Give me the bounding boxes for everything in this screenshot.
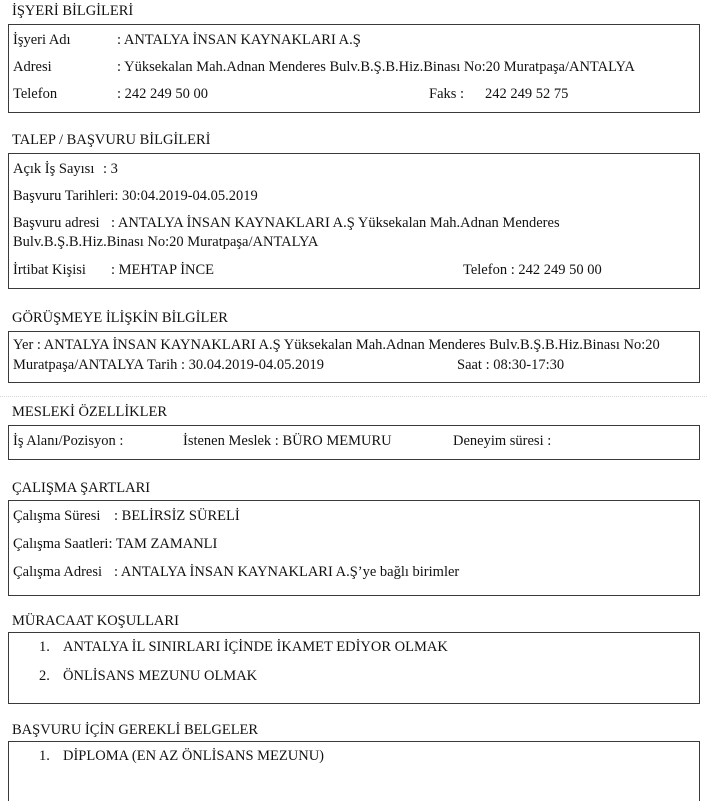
talep-open-jobs-row — [13, 161, 118, 178]
profession-text: İstenen Meslek : BÜRO MEMURU — [183, 433, 392, 449]
gorusme-place-tail: Muratpaşa/ANTALYA — [13, 357, 145, 373]
muracaat-list-item — [39, 668, 257, 685]
hours-value: : TAM ZAMANLI — [108, 536, 218, 552]
calisma-duration-row — [13, 508, 240, 525]
section-title-belgeler: BAŞVURU İÇİN GEREKLİ BELGELER — [12, 722, 259, 738]
isyeri-name-value: : ANTALYA İNSAN KAYNAKLARI A.Ş — [117, 32, 361, 48]
isyeri-box — [8, 24, 700, 113]
section-title-isyeri: İŞYERİ BİLGİLERİ — [12, 3, 134, 19]
isyeri-address-value: : Yüksekalan Mah.Adnan Menderes Bulv.B.Ş.B.Hiz.Binası No:20 Muratpaşa/ANTALYA — [117, 59, 635, 75]
talep-address-value-line1: : ANTALYA İNSAN KAYNAKLARI A.Ş Yüksekalan Mah.Adnan Menderes — [111, 215, 560, 231]
isyeri-phone-row — [13, 86, 568, 103]
gorusme-line2 — [13, 357, 564, 374]
contact-phone: Telefon : 242 249 50 00 — [463, 262, 602, 278]
dates-label: Başvuru Tarihleri — [13, 188, 115, 204]
mesleki-box — [8, 425, 700, 460]
isyeri-address-row — [13, 59, 635, 76]
isyeri-name-row — [13, 32, 361, 49]
isyeri-fax-label: Faks : — [429, 86, 465, 102]
duration-label: Çalışma Süresi — [13, 508, 101, 524]
isyeri-phone-value: : 242 249 50 00 — [117, 86, 209, 102]
list-item-number: 1. — [39, 748, 50, 764]
talep-address-row-2 — [13, 234, 318, 251]
list-item-number: 1. — [39, 639, 50, 655]
calisma-box — [8, 500, 700, 596]
gorusme-box — [8, 331, 700, 383]
talep-box — [8, 153, 700, 289]
section-title-talep: TALEP / BAŞVURU BİLGİLERİ — [12, 132, 211, 148]
contact-label: İrtibat Kişisi — [13, 262, 86, 278]
calisma-address-value: : ANTALYA İNSAN KAYNAKLARI A.Ş’ye bağlı birimler — [114, 564, 460, 580]
open-jobs-value: : 3 — [103, 161, 118, 177]
experience-text: Deneyim süresi : — [453, 433, 552, 449]
contact-value: : MEHTAP İNCE — [111, 262, 215, 278]
hours-label: Çalışma Saatleri — [13, 536, 109, 552]
isyeri-fax-value: 242 249 52 75 — [485, 86, 569, 102]
section-title-calisma: ÇALIŞMA ŞARTLARI — [12, 480, 151, 496]
list-item-text: DİPLOMA (EN AZ ÖNLİSANS MEZUNU) — [63, 748, 324, 764]
section-title-mesleki: MESLEKİ ÖZELLİKLER — [12, 404, 168, 420]
belgeler-box — [8, 741, 700, 801]
isyeri-name-label: İşyeri Adı — [13, 32, 71, 48]
open-jobs-label: Açık İş Sayısı — [13, 161, 95, 177]
dates-value: : 30:04.2019-04.05.2019 — [114, 188, 258, 204]
section-title-muracaat: MÜRACAAT KOŞULLARI — [12, 613, 179, 629]
section-title-gorusme: GÖRÜŞMEYE İLİŞKİN BİLGİLER — [12, 310, 228, 326]
belgeler-list-item — [39, 748, 324, 765]
talep-dates-row — [13, 188, 258, 205]
calisma-hours-row — [13, 536, 217, 553]
gorusme-time: Saat : 08:30-17:30 — [457, 357, 565, 373]
muracaat-box — [8, 632, 700, 704]
list-item-number: 2. — [39, 668, 50, 684]
gorusme-date: Tarih : 30.04.2019-04.05.2019 — [147, 357, 324, 373]
gorusme-line1: Yer : ANTALYA İNSAN KAYNAKLARI A.Ş Yüksekalan Mah.Adnan Menderes Bulv.B.Ş.B.Hiz.Binası No:20 — [13, 337, 660, 353]
talep-address-row — [13, 215, 560, 232]
duration-value: : BELİRSİZ SÜRELİ — [114, 508, 240, 524]
position-label: İş Alanı/Pozisyon : — [13, 433, 124, 449]
talep-address-value-line2: Bulv.B.Ş.B.Hiz.Binası No:20 Muratpaşa/ANTALYA — [13, 234, 319, 250]
calisma-address-label: Çalışma Adresi — [13, 564, 103, 580]
isyeri-address-label: Adresi — [13, 59, 52, 75]
list-item-text: ANTALYA İL SINIRLARI İÇİNDE İKAMET EDİYOR OLMAK — [63, 639, 448, 655]
isyeri-phone-label: Telefon — [13, 86, 58, 102]
calisma-address-row — [13, 564, 459, 581]
list-item-text: ÖNLİSANS MEZUNU OLMAK — [63, 668, 258, 684]
talep-contact-row — [13, 262, 602, 279]
page-separator — [0, 396, 707, 397]
mesleki-row — [13, 433, 551, 450]
talep-address-label: Başvuru adresi — [13, 215, 100, 231]
muracaat-list-item — [39, 639, 448, 656]
